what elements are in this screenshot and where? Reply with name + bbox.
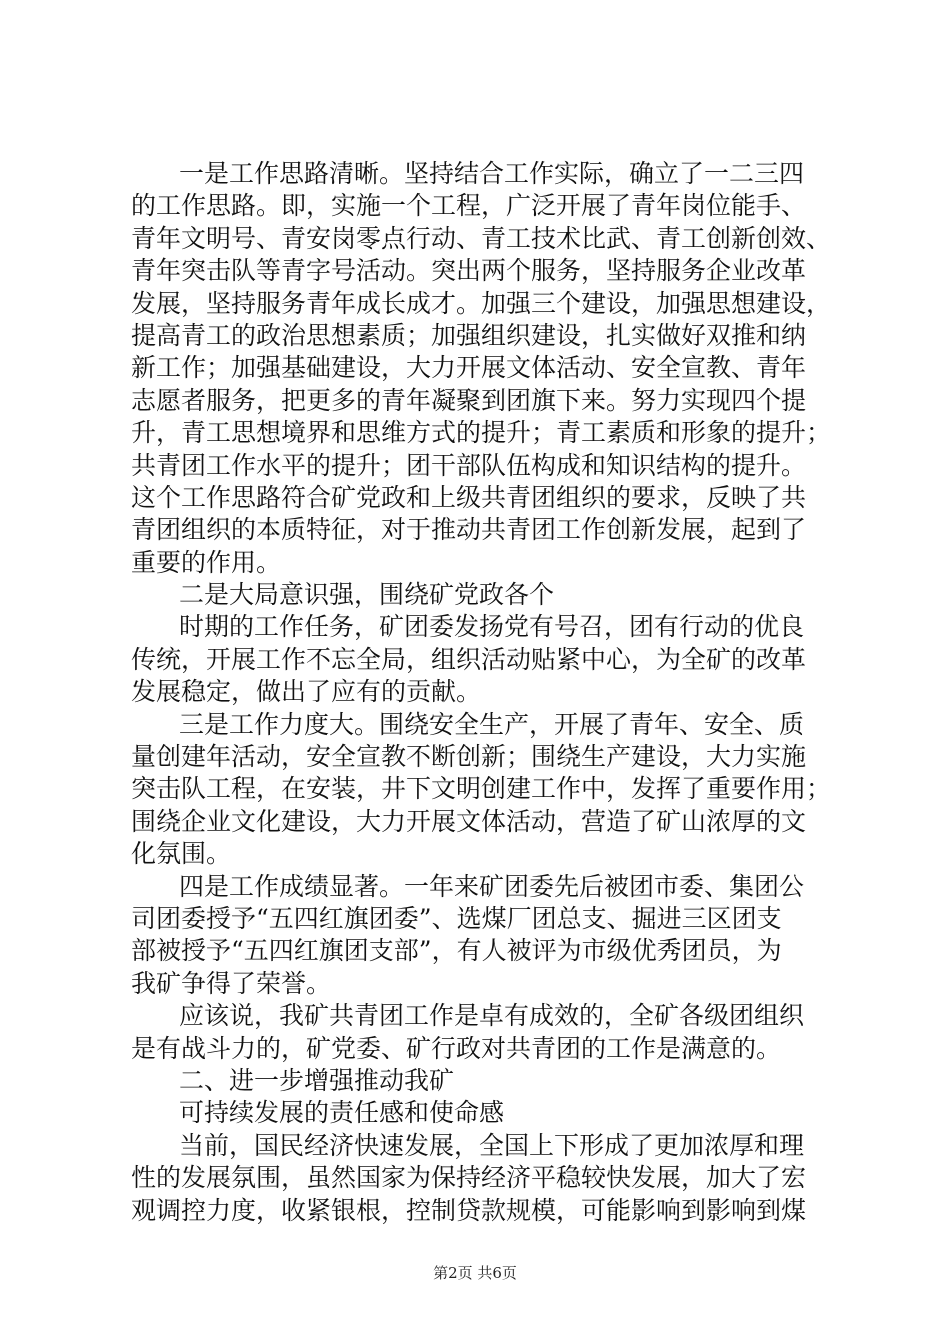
text-line: 是有战斗力的，矿党委、矿行政对共青团的工作是满意的。 [131,1033,782,1063]
text-line: 青团组织的本质特征，对于推动共青团工作创新发展，起到了 [131,515,807,545]
text-line: 发展稳定，做出了应有的贡献。 [131,677,482,707]
text-line: 性的发展氛围，虽然国家为保持经济平稳较快发展，加大了宏 [131,1163,807,1193]
text-line: 一是工作思路清晰。坚持结合工作实际，确立了一二三四 [179,159,805,188]
text-line: 这个工作思路符合矿党政和上级共青团组织的要求，反映了共 [131,482,807,512]
text-line: 时期的工作任务，矿团委发扬党有号召，团有行动的优良 [179,612,805,642]
text-line: 的工作思路。即，实施一个工程，广泛开展了青年岗位能手、 [131,191,807,221]
text-line: 传统，开展工作不忘全局，组织活动贴紧中心，为全矿的改革 [131,644,807,674]
page-footer: 第2页 共6页 [433,1264,517,1282]
text-line: 青年突击队等青字号活动。突出两个服务，坚持服务企业改革 [131,256,807,286]
text-line: 四是工作成绩显著。一年来矿团委先后被团市委、集团公 [179,871,805,901]
text-line: 新工作；加强基础建设，大力开展文体活动、安全宣教、青年 [131,353,807,383]
text-line: 应该说，我矿共青团工作是卓有成效的，全矿各级团组织 [179,1001,805,1031]
text-line: 升，青工思想境界和思维方式的提升；青工素质和形象的提升； [131,418,831,448]
text-line: 可持续发展的责任感和使命感 [179,1098,505,1128]
document-body [131,158,831,1227]
text-line: 围绕企业文化建设，大力开展文体活动，营造了矿山浓厚的文 [131,806,807,836]
text-line: 当前，国民经济快速发展，全国上下形成了更加浓厚和理 [179,1130,805,1160]
text-line: 志愿者服务，把更多的青年凝聚到团旗下来。努力实现四个提 [131,385,807,415]
text-line: 共青团工作水平的提升；团干部队伍构成和知识结构的提升。 [131,450,807,480]
text-line: 三是工作力度大。围绕安全生产，开展了青年、安全、质 [179,709,805,739]
text-line: 二是大局意识强，围绕矿党政各个 [179,580,555,610]
text-line: 提高青工的政治思想素质；加强组织建设，扎实做好双推和纳 [131,320,807,350]
text-line: 突击队工程，在安装，井下文明创建工作中，发挥了重要作用； [131,774,831,804]
text-line: 我矿争得了荣誉。 [131,968,332,998]
text-line: 司团委授予“五四红旗团委”、选煤厂团总支、掘进三区团支 [131,903,782,933]
text-line: 二、进一步增强推动我矿 [179,1065,455,1095]
text-line: 部被授予“五四红旗团支部”，有人被评为市级优秀团员，为 [131,936,782,966]
text-line: 重要的作用。 [131,547,282,577]
text-line: 青年文明号、青安岗零点行动、青工技术比武、青工创新创效、 [131,223,831,253]
text-line: 观调控力度，收紧银根，控制贷款规模，可能影响到影响到煤 [131,1195,807,1225]
text-line: 发展，坚持服务青年成长成才。加强三个建设，加强思想建设， [131,288,831,318]
text-line: 化氛围。 [131,839,232,869]
text-line: 量创建年活动，安全宣教不断创新；围绕生产建设，大力实施 [131,742,807,772]
